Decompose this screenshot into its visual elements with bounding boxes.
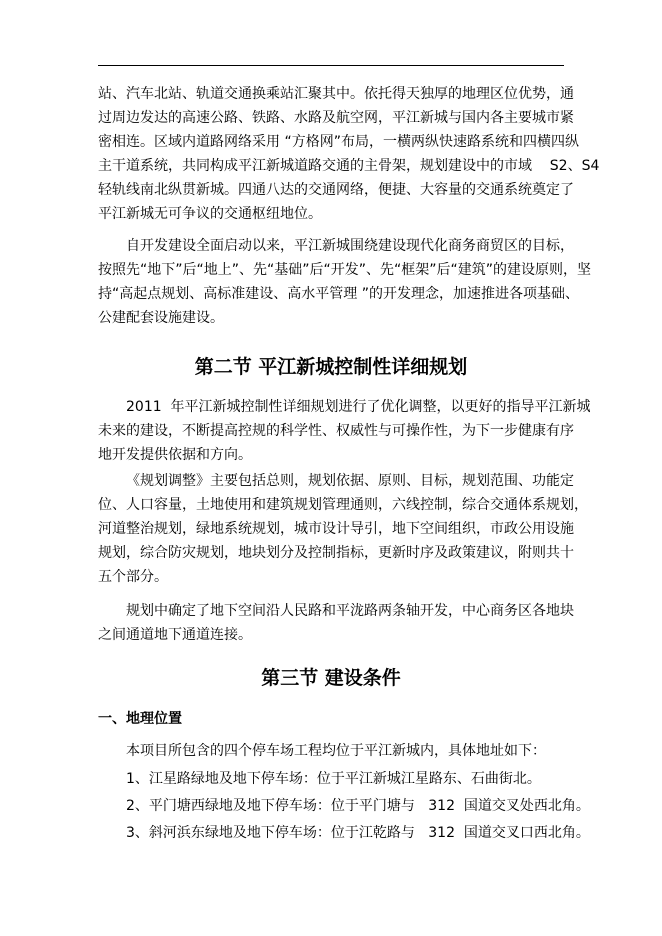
text-line: 《规划调整》主要包括总则，规划依据、原则、目标，规划范围、功能定	[126, 473, 574, 489]
header-rule	[98, 65, 564, 66]
text-line: 密相连。区域内道路网络采用 “方格网”布局，一横两纵快速路系统和四横四纵	[98, 134, 579, 150]
text-line: 自开发建设全面启动以来，平江新城围绕建设现代化商务商贸区的目标，	[126, 238, 574, 254]
text-line: 五个部分。	[98, 569, 168, 585]
text-line: 河道整治规划，绿地系统规划，城市设计导引，地下空间组织，市政公用设施	[98, 521, 574, 537]
text-line: 平江新城无可争议的交通枢纽地位。	[98, 206, 322, 222]
text-line: 未来的建设，不断提高控规的科学性、权威性与可操作性，为下一步健康有序	[98, 423, 574, 439]
text-line: 之间通道地下通道连接。	[98, 627, 252, 643]
section-heading: 第三节 建设条件	[261, 667, 401, 689]
list-item: 1、江星路绿地及地下停车场：位于平江新城江星路东、石曲街北。	[126, 771, 541, 787]
text-line: 位、人口容量，土地使用和建筑规划管理通则，六线控制，综合交通体系规划，	[98, 497, 588, 513]
text-line: 主干道系统，共同构成平江新城道路交通的主骨架，规划建设中的市域 S2、S4	[98, 158, 600, 174]
text-line: 公建配套设施建设。	[98, 310, 224, 326]
section-heading: 第二节 平江新城控制性详细规划	[194, 356, 468, 378]
text-line: 地开发提供依据和方向。	[98, 447, 252, 463]
text-line: 站、汽车北站、轨道交通换乘站汇聚其中。依托得天独厚的地理区位优势，通	[98, 86, 574, 102]
text-line: 持“高起点规划、高标准建设、高水平管理 ”的开发理念，加速推进各项基础、	[98, 286, 579, 302]
text-line: 规划中确定了地下空间沿人民路和平泷路两条轴开发，中心商务区各地块	[126, 603, 574, 619]
list-item: 2、平门塘西绿地及地下停车场：位于平门塘与 312 国道交叉处西北角。	[126, 798, 590, 814]
text-line: 轻轨线南北纵贯新城。四通八达的交通网络，便捷、大容量的交通系统奠定了	[98, 182, 574, 198]
text-line: 规划，综合防灾规划，地块划分及控制指标，更新时序及政策建议，附则共十	[98, 545, 574, 561]
subsection-heading: 一、地理位置	[98, 711, 182, 727]
list-item: 3、斜河浜东绿地及地下停车场：位于江乾路与 312 国道交叉口西北角。	[126, 825, 590, 841]
paragraph-location-intro: 本项目所包含的四个停车场工程均位于平江新城内，具体地址如下：	[126, 743, 546, 759]
text-line: 过周边发达的高速公路、铁路、水路及航空网，平江新城与国内各主要城市紧	[98, 110, 574, 126]
text-line: 2011 年平江新城控制性详细规划进行了优化调整，以更好的指导平江新城	[126, 399, 591, 415]
text-line: 按照先“地下”后“地上”、先“基础”后“开发”、先“框架”后“建筑”的建设原则，坚	[98, 262, 592, 278]
